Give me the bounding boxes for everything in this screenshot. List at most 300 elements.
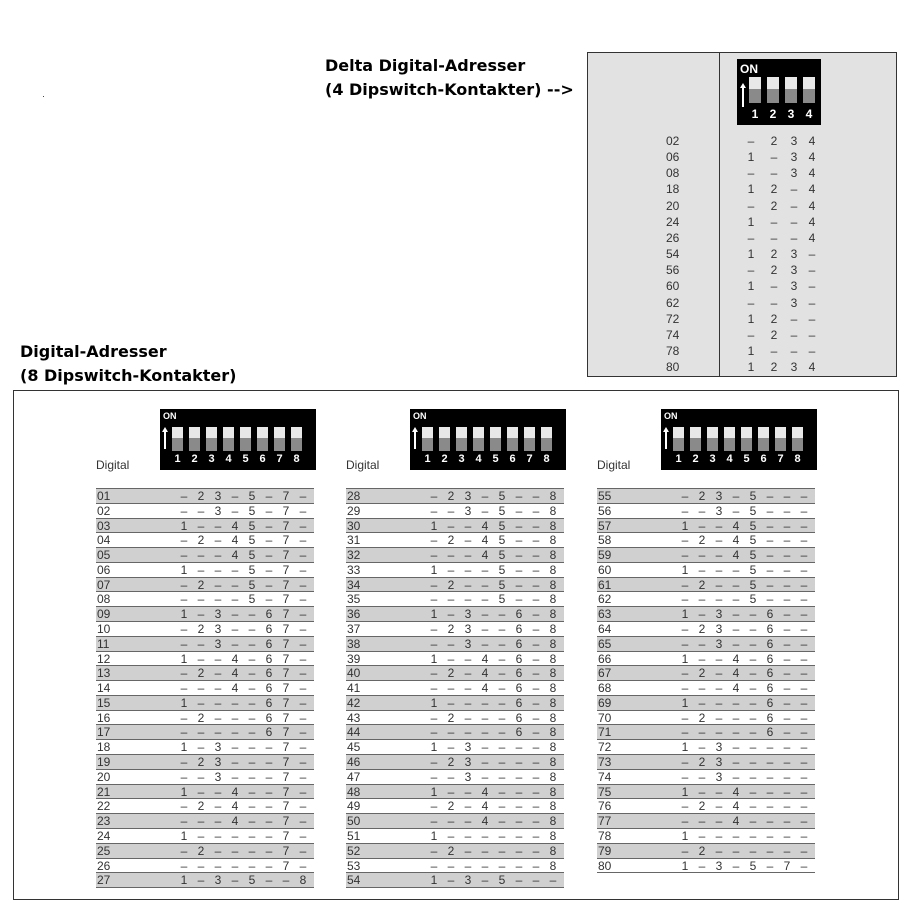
table-row-switch: 6 [515,710,523,725]
table-row-switch: – [299,769,307,784]
table-row [597,724,815,739]
table-row-address: 77 [598,814,612,829]
table-row [346,710,564,725]
table-row-switch: 3 [715,607,723,622]
delta-row-switch: – [747,230,755,245]
table-row-switch: – [698,651,706,666]
table-row-switch: – [749,695,757,710]
table-row-switch: 6 [515,607,523,622]
table-row-address: 32 [347,548,361,563]
table-row-switch: – [299,548,307,563]
table-row-switch: 4 [732,799,740,814]
table-row-switch: – [464,681,472,696]
table-row-switch: – [214,695,222,710]
dipswitch-slot [240,427,251,451]
table-row-switch: – [231,592,239,607]
table-row-switch: – [698,769,706,784]
table-row-switch: – [481,636,489,651]
table-row-address: 68 [598,681,612,696]
table-row [96,651,314,666]
table-row-switch: 8 [549,651,557,666]
table-row-switch: – [197,784,205,799]
dipswitch-number: 7 [526,453,533,465]
dipswitch-lever [803,89,815,103]
table-row-switch: – [532,784,540,799]
delta-row-switch: – [808,263,816,278]
stray-dot [43,96,44,97]
delta-row-switch: 3 [790,295,798,310]
table-row-address: 34 [347,577,361,592]
table-row-switch: 7 [282,725,290,740]
table-row-switch: 8 [549,503,557,518]
table-row-switch: – [732,725,740,740]
table-row-switch: – [800,607,808,622]
table-row-switch: 8 [549,562,557,577]
table-row [346,577,564,592]
table-row-address: 76 [598,799,612,814]
table-row-switch: 2 [698,622,706,637]
table-row-address: 11 [97,636,110,651]
table-row-address: 36 [347,607,361,622]
table-row-switch: – [783,636,791,651]
table-row-address: 19 [97,755,111,770]
table-row-switch: 5 [498,562,506,577]
table-row-switch: – [783,548,791,563]
table-row-switch: 2 [698,666,706,681]
dipswitch-number: 8 [794,453,801,465]
table-row-switch: 6 [766,622,774,637]
table-row-switch: – [515,503,523,518]
table-row-address: 25 [97,843,111,858]
table-row-address: 22 [97,799,111,814]
table-row-switch: 6 [515,681,523,696]
table-row-switch: – [299,489,307,503]
delta-row-switch: – [790,214,798,229]
table-row-switch: – [180,725,188,740]
table-row-switch: 7 [282,518,290,533]
dipswitch-lever [673,438,684,451]
delta-row-switch: – [770,279,778,294]
table-row-switch: 4 [732,533,740,548]
table-row-switch: 5 [248,873,256,888]
table-row-address: 49 [347,799,361,814]
table-row-switch: – [698,562,706,577]
table-row [597,813,815,828]
delta-row-switch: – [770,295,778,310]
delta-row-switch: – [808,311,816,326]
table-row-switch: 5 [498,489,506,503]
table-row-address: 01 [97,489,111,503]
table-row-switch: – [464,548,472,563]
table-row-switch: – [498,607,506,622]
dipswitch-slot [785,77,797,103]
table-row-switch: – [698,828,706,843]
table-row-switch: – [214,814,222,829]
table-row-switch: – [248,740,256,755]
table-row-switch: – [766,799,774,814]
table-row-switch: – [299,622,307,637]
table-row-switch: 6 [515,666,523,681]
table-row-switch: 2 [197,799,205,814]
table-row-switch: – [766,489,774,503]
table-row-switch: – [265,858,273,873]
table-row-switch: 5 [498,503,506,518]
table-row-switch: – [447,784,455,799]
table-row-switch: 4 [481,666,489,681]
table-row-switch: – [532,562,540,577]
table-row-switch: – [498,843,506,858]
table-row-switch: – [715,828,723,843]
table-row-switch: – [498,755,506,770]
table-row-switch: 1 [430,784,438,799]
table-row-switch: 1 [180,873,188,888]
table-row [96,621,314,636]
table-row-switch: – [498,695,506,710]
delta-row [588,214,898,230]
table-row [597,798,815,813]
table-row-switch: – [197,769,205,784]
table-row-switch: – [698,814,706,829]
table-row-switch: – [800,843,808,858]
table-row-switch: – [464,518,472,533]
table-row-switch: – [766,592,774,607]
table-row-switch: – [783,784,791,799]
table-row-switch: 4 [231,651,239,666]
dipswitch-slot [792,427,803,451]
table-row-switch: 3 [214,636,222,651]
table-row-switch: – [197,518,205,533]
table-row-switch: – [197,607,205,622]
table-row-switch: – [715,725,723,740]
table-row-switch: – [715,577,723,592]
table-row-address: 08 [97,592,111,607]
table-row-address: 61 [598,577,612,592]
table-row-switch: – [515,858,523,873]
table-row-switch: 2 [447,622,455,637]
table-row-switch: – [800,858,808,873]
table-row-switch: – [698,784,706,799]
table-row [346,813,564,828]
table-row-switch: – [248,725,256,740]
delta-row [588,343,898,359]
table-row-switch: – [265,843,273,858]
table-row [96,577,314,592]
table-row-switch: – [783,681,791,696]
table-row-switch: – [430,503,438,518]
table-row-switch: – [515,799,523,814]
table-row-switch: – [732,622,740,637]
dipswitch-slot [422,427,433,451]
dipswitch-lever [223,438,234,451]
table-row-switch: – [464,533,472,548]
table-row-switch: 7 [282,503,290,518]
table-row [96,754,314,769]
table-row-switch: – [299,562,307,577]
table-row-switch: – [231,503,239,518]
dipswitch-number: 4 [225,453,232,465]
delta-row-address: 78 [666,343,680,358]
table-row-address: 16 [97,710,111,725]
table-row-address: 60 [598,562,612,577]
table-row-switch: – [265,784,273,799]
dipswitch-slot [741,427,752,451]
table-row-switch: 6 [766,681,774,696]
column-label-digital: Digital [96,458,130,472]
table-row-switch: 5 [749,503,757,518]
table-row-address: 20 [97,769,111,784]
table-row-switch: 2 [447,843,455,858]
column-label-digital: Digital [597,458,631,472]
table-row-address: 66 [598,651,612,666]
delta-row-switch: – [747,134,755,148]
table-row-switch: 5 [248,562,256,577]
table-row-switch: – [783,489,791,503]
table-row-switch: – [783,592,791,607]
table-row-switch: – [197,828,205,843]
table-row-switch: – [248,695,256,710]
table-row-switch: – [197,740,205,755]
table-row-switch: 8 [549,858,557,873]
table-row-switch: 1 [430,562,438,577]
table-row-switch: 1 [430,828,438,843]
table-row-switch: – [197,503,205,518]
table-row [597,665,815,680]
delta-row-switch: – [808,343,816,358]
table-row-switch: – [197,548,205,563]
table-row-switch: – [800,755,808,770]
table-row-switch: – [498,799,506,814]
delta-row-switch: – [790,311,798,326]
table-row [96,562,314,577]
dipswitch-number: 5 [242,453,249,465]
table-row-switch: – [681,489,689,503]
table-row-switch: – [248,636,256,651]
table-row-switch: – [265,592,273,607]
table-row [96,784,314,799]
table-row [597,636,815,651]
table-row-switch: 8 [549,799,557,814]
delta-row-switch: 4 [808,134,816,148]
table-row-switch: – [515,518,523,533]
table-row-switch: – [214,681,222,696]
table-row-switch: 7 [282,562,290,577]
table-row-switch: – [430,636,438,651]
table-row-address: 35 [347,592,361,607]
table-row-switch: 2 [197,710,205,725]
table-row-switch: – [197,562,205,577]
dipswitch-slot [758,427,769,451]
table-row-switch: 3 [464,607,472,622]
table-row-switch: – [749,666,757,681]
dipswitch-4-graphic [737,59,821,125]
table-row-switch: – [231,489,239,503]
table-row-switch: – [715,784,723,799]
dipswitch-slot [767,77,779,103]
dipswitch-number: 7 [777,453,784,465]
table-row-switch: – [766,784,774,799]
table-row [346,621,564,636]
table-row-switch: – [180,814,188,829]
table-row-switch: – [481,858,489,873]
delta-row-switch: 1 [747,360,755,375]
table-row [597,606,815,621]
table-row-switch: – [464,695,472,710]
dipswitch-arrow-icon [665,431,667,449]
table-row-switch: – [681,755,689,770]
table-row [96,503,314,518]
table-row-switch: 1 [180,607,188,622]
delta-row-switch: 2 [770,311,778,326]
table-row-switch: – [481,843,489,858]
table-row [346,724,564,739]
table-row-switch: – [800,518,808,533]
table-row [346,518,564,533]
table-row-switch: – [749,725,757,740]
table-row-switch: – [430,769,438,784]
dipswitch-8-graphic [661,409,817,470]
table-row-switch: – [180,577,188,592]
table-row-switch: – [231,843,239,858]
table-row-switch: – [532,533,540,548]
delta-heading [325,54,574,102]
table-row-switch: – [265,489,273,503]
table-row-address: 72 [598,740,612,755]
dipswitch-lever [422,438,433,451]
table-row-switch: – [265,799,273,814]
table-row-switch: – [265,828,273,843]
table-row-switch: 8 [549,607,557,622]
dipswitch-number: 3 [787,107,795,121]
table-row [597,488,815,503]
table-row-switch: – [197,814,205,829]
table-row-switch: – [532,548,540,563]
table-row-switch: – [783,651,791,666]
table-row-switch: – [698,518,706,533]
table-row [96,813,314,828]
table-row-switch: – [180,533,188,548]
table-row [346,754,564,769]
table-row-switch: – [481,577,489,592]
table-row-switch: 6 [766,666,774,681]
delta-row [588,165,898,181]
table-row-switch: 7 [282,710,290,725]
table-row-switch: – [800,828,808,843]
table-row-switch: – [766,814,774,829]
table-row-switch: 1 [430,518,438,533]
table-row-switch: 4 [231,518,239,533]
table-row-switch: 5 [498,577,506,592]
delta-row-switch: – [808,247,816,262]
dipswitch-number: 1 [174,453,181,465]
table-row-switch: – [180,799,188,814]
table-row-address: 55 [598,489,612,503]
table-row-switch: 3 [715,622,723,637]
table-row-switch: – [732,695,740,710]
table-row-switch: – [732,843,740,858]
table-row-switch: – [265,503,273,518]
table-row-switch: 2 [197,622,205,637]
table-row-switch: – [430,681,438,696]
table-row-switch: 2 [197,755,205,770]
table-row-address: 27 [97,873,111,888]
delta-row-switch: – [770,166,778,181]
table-row [597,739,815,754]
table-row-switch: 1 [180,740,188,755]
table-row [346,784,564,799]
table-row-switch: – [749,799,757,814]
table-row-switch: – [749,607,757,622]
dipswitch-arrow-icon [414,431,416,449]
dipswitch-on-label: ON [413,411,427,421]
table-row-switch: – [481,755,489,770]
table-row-switch: – [447,858,455,873]
table-row-switch: – [265,873,273,888]
delta-row-switch: – [808,327,816,342]
delta-row-switch: – [747,166,755,181]
table-row-switch: – [732,607,740,622]
table-row-address: 15 [97,695,111,710]
table-row-switch: 1 [681,828,689,843]
table-row-address: 28 [347,489,361,503]
table-row [597,562,815,577]
table-row-address: 64 [598,622,612,637]
table-row-address: 13 [97,666,111,681]
table-row-switch: – [498,710,506,725]
delta-row-address: 06 [666,150,680,165]
table-row-switch: – [197,592,205,607]
table-row-switch: 1 [681,651,689,666]
table-row-switch: – [299,577,307,592]
table-row-address: 24 [97,828,111,843]
table-row-switch: 8 [549,695,557,710]
table-row-switch: – [498,636,506,651]
dipswitch-lever [707,438,718,451]
table-row-switch: 4 [732,784,740,799]
table-row-switch: – [749,769,757,784]
table-row-switch: 1 [681,518,689,533]
delta-row-switch: – [770,230,778,245]
table-row-switch: 5 [749,592,757,607]
table-row-switch: 8 [549,548,557,563]
table-row-switch: – [532,666,540,681]
delta-row-switch: 3 [790,263,798,278]
table-row-switch: – [299,755,307,770]
table-row-switch: 3 [715,503,723,518]
table-row-switch: – [800,710,808,725]
table-row-switch: – [299,607,307,622]
table-row-switch: 8 [299,873,307,888]
table-row-switch: – [800,651,808,666]
table-row-switch: – [299,695,307,710]
table-row-switch: 1 [681,562,689,577]
delta-row-switch: – [808,295,816,310]
table-row-switch: – [532,828,540,843]
table-row [597,503,815,518]
table-row-switch: 7 [282,769,290,784]
table-row-switch: – [214,828,222,843]
table-row-switch: – [766,843,774,858]
table-row-switch: 4 [231,814,239,829]
table-row [96,858,314,873]
table-row [346,798,564,813]
table-row-switch: – [481,607,489,622]
dipswitch-slot [274,427,285,451]
table-row-address: 56 [598,503,612,518]
dipswitch-slot [724,427,735,451]
dipswitch-lever [749,89,761,103]
table-row-switch: – [715,592,723,607]
table-row-switch: 5 [749,577,757,592]
